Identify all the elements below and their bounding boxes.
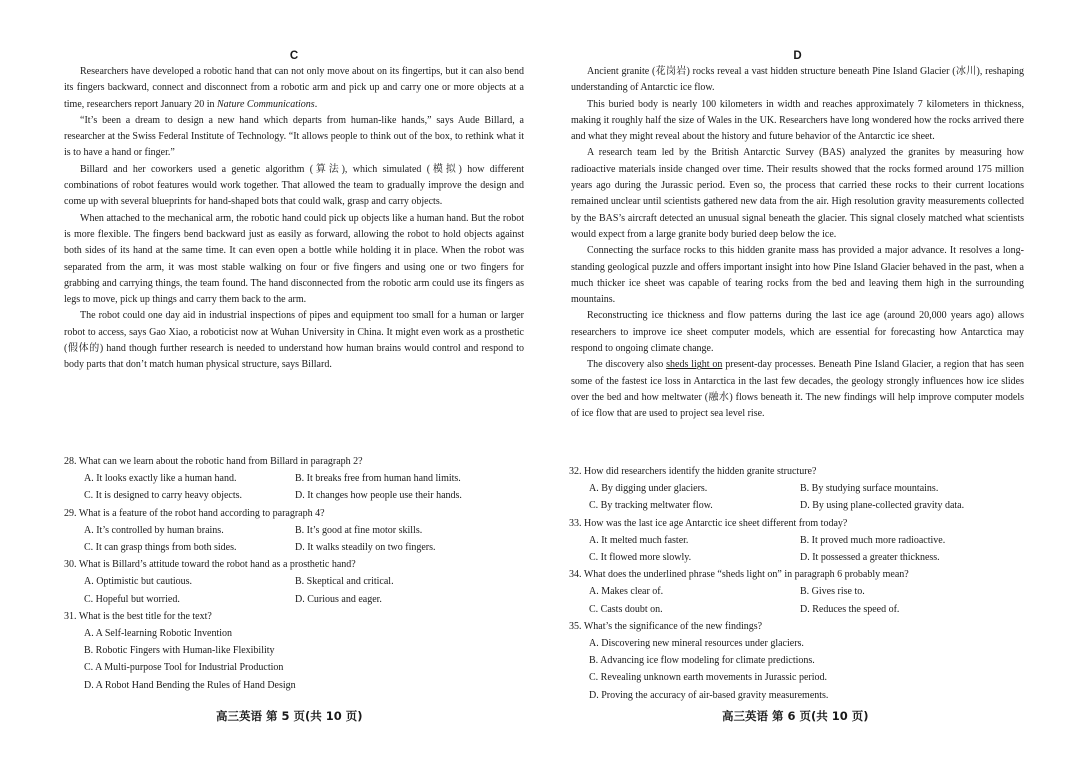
option[interactable]: C. Hopeful but worried.: [84, 593, 180, 605]
option[interactable]: D. It walks steadily on two fingers.: [295, 542, 436, 554]
option[interactable]: B. It’s good at fine motor skills.: [295, 524, 423, 536]
option[interactable]: A. By digging under glaciers.: [589, 483, 708, 495]
question-options: [569, 583, 1039, 617]
question-options: [64, 573, 534, 607]
paragraph: The discovery also sheds light on present-day processes. Beneath Pine Island Glacier, a region that has seen some of the fastest ice loss in Antarctica in the last few decades, the geology strongly influences how ice slides over the bed and how meltwater (融水) flows beneath it. The new findings will help improve computer models of ice flow that are used to project sea level rise.: [571, 359, 1024, 420]
option[interactable]: A. A Self-learning Robotic Invention: [84, 628, 233, 640]
passage-d: [571, 48, 1024, 423]
option[interactable]: D. By using plane-collected gravity data.: [800, 500, 965, 512]
option[interactable]: A. Makes clear of.: [589, 586, 664, 598]
option[interactable]: B. By studying surface mountains.: [800, 483, 939, 495]
paragraph-text: Researchers have developed a robotic hand that can not only move about on its fingertips, but it can also bend its fingers backward, connect and disconnect from a robotic arm and pick up and carry one or more objects at a time, researchers report January 20 in Nature Communications.: [64, 66, 524, 110]
questions-d: [569, 463, 1039, 704]
paragraph: Reconstructing ice thickness and flow patterns during the last ice age (around 20,000 years ago) allows researchers to improve ice sheet computer models, which are essential for forecasting how Antarctica may respond to ongoing climate change.: [571, 310, 1024, 355]
option[interactable]: C. By tracking meltwater flow.: [589, 500, 713, 512]
option[interactable]: A. It’s controlled by human brains.: [84, 524, 224, 536]
page-footer: 高三英语 第 6 页(共 10 页): [722, 709, 869, 723]
option[interactable]: D. It possessed a greater thickness.: [800, 552, 940, 564]
paragraph: Connecting the surface rocks to this hidden granite mass has provided a major advance. It resolves a long-standing geological puzzle and offers important insight into how Pine Island Glacier behaved in the past, when a much thicker ice sheet was capable of tearing rocks from the bed and leaving them high in the surrounding mountains.: [571, 245, 1024, 306]
question-stem: 29. What is a feature of the robot hand according to paragraph 4?: [64, 507, 325, 519]
question-stem: 28. What can we learn about the robotic hand from Billard in paragraph 2?: [64, 456, 363, 467]
question-stem: 34. What does the underlined phrase “sheds light on” in paragraph 6 probably mean?: [569, 569, 909, 581]
option[interactable]: B. Robotic Fingers with Human-like Flexibility: [84, 645, 275, 657]
paragraph: “It’s been a dream to design a new hand which departs from human-like hands,” says Aude Billard, a researcher at the Swiss Federal Institute of Technology. “It allows people to think out of the box, to rethink what it is to have a hand or finger.”: [64, 114, 524, 159]
option[interactable]: A. It melted much faster.: [589, 534, 689, 546]
questions-c: [64, 453, 534, 694]
paragraph: When attached to the mechanical arm, the robotic hand could pick up objects like a human hand. But the robot is more flexible. The fingers bend backward just as easily as forward, allowing the robot to hold objects against both sides of its hand at the same time. It can even open a bottle while holding it in place. When the robot was separated from the arm, it was most stable walking on four or five fingers and using one or two fingers for grabbing and carrying things, the team found. The hand disconnected from the robotic arm could use its fingers as legs to move, pick up things and carry them back to the arm.: [64, 212, 524, 306]
question-stem: 33. How was the last ice age Antarctic ice sheet different from today?: [569, 517, 848, 529]
option[interactable]: B. Advancing ice flow modeling for climate predictions.: [589, 655, 815, 667]
question-options: [569, 480, 1039, 514]
option[interactable]: C. It flowed more slowly.: [589, 552, 692, 564]
passage-title: D: [793, 50, 802, 62]
option[interactable]: A. It looks exactly like a human hand.: [84, 473, 237, 485]
option[interactable]: D. Reduces the speed of.: [800, 603, 900, 615]
passage-title: C: [289, 50, 299, 62]
question-stem: 30. What is Billard’s attitude toward the robot hand as a prosthetic hand?: [64, 559, 356, 571]
option[interactable]: C. Revealing unknown earth movements in Jurassic period.: [589, 672, 828, 684]
question-options: [569, 635, 1039, 704]
paragraph: The robot could one day aid in industrial inspections of pipes and equipment too small for a human or larger robot to access, says Gao Xiao, a roboticist now at Wuhan University in China. It might even work as a prosthetic (假体的) hand though further research is needed to understand how human brains would control and respond to body parts that don’t match human physical structure, says Billard.: [64, 310, 524, 371]
option[interactable]: C. A Multi-purpose Tool for Industrial Production: [84, 662, 284, 674]
option[interactable]: C. Casts doubt on.: [589, 603, 663, 615]
question-options: [64, 625, 534, 694]
question-stem: 31. What is the best title for the text?: [64, 610, 212, 622]
option[interactable]: B. Skeptical and critical.: [295, 576, 394, 588]
option[interactable]: A. Optimistic but cautious.: [84, 576, 193, 588]
option[interactable]: A. Discovering new mineral resources under glaciers.: [589, 638, 804, 650]
paragraph: [64, 64, 524, 113]
question-stem: 32. How did researchers identify the hidden granite structure?: [569, 466, 817, 477]
question-options: [64, 470, 534, 504]
option[interactable]: C. It can grasp things from both sides.: [84, 542, 237, 554]
question-options: [64, 522, 534, 556]
underlined-phrase: sheds light on: [666, 359, 723, 371]
option[interactable]: C. It is designed to carry heavy objects.: [84, 490, 243, 502]
option[interactable]: D. Proving the accuracy of air-based gravity measurements.: [589, 689, 829, 701]
paragraph: Billard and her coworkers used a genetic algorithm (算法), which simulated (模拟) how different combinations of robot features would work together. That allowed the team to gradually improve the design and come up with several blueprints for hand-shaped bots that could walk, grasp and carry objects.: [64, 163, 524, 208]
paragraph: Ancient granite (花岗岩) rocks reveal a vast hidden structure beneath Pine Island Glacier (冰川), reshaping understanding of Antarctic ice flow.: [571, 66, 1024, 94]
option[interactable]: D. It changes how people use their hands.: [295, 490, 462, 502]
page-footer: 高三英语 第 5 页(共 10 页): [216, 709, 363, 723]
option[interactable]: B. It proved much more radioactive.: [800, 534, 946, 546]
passage-c: [64, 48, 524, 374]
journal-name: Nature Communications: [217, 98, 315, 110]
question-options: [569, 532, 1039, 566]
question-stem: 35. What’s the significance of the new findings?: [569, 620, 763, 632]
option[interactable]: B. It breaks free from human hand limits.: [295, 473, 461, 485]
option[interactable]: B. Gives rise to.: [800, 586, 865, 598]
paragraph: This buried body is nearly 100 kilometers in width and reaches approximately 7 kilometers in thickness, making it roughly half the size of Wales in the UK. Researchers have long wondered how the rocks arrived there and what they might reveal about the history and future behavior of the Antarctic ice sheet.: [571, 98, 1024, 143]
option[interactable]: D. A Robot Hand Bending the Rules of Hand Design: [84, 679, 296, 691]
paragraph: A research team led by the British Antarctic Survey (BAS) analyzed the granites by measuring how radioactive materials inside changed over time. Their results showed that the rocks formed around 175 million years ago during the Jurassic period. Even so, the process that carried these rocks to their current locations remained unclear until scientists gathered new data from the air. High resolution gravity measurements collected by the BAS’s aircraft detected an unusual signal beneath the glacier. This signal closely matched what scientists would expect from a large granite body buried deep below the ice.: [571, 147, 1024, 240]
option[interactable]: D. Curious and eager.: [295, 593, 382, 605]
